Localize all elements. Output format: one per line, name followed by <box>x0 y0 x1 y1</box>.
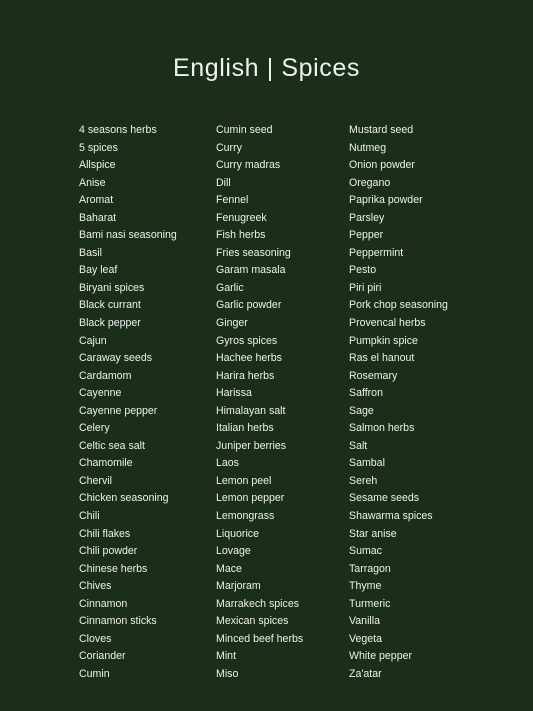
spice-item: Peppermint <box>349 246 404 259</box>
spice-item: Black pepper <box>79 317 141 330</box>
spice-item: Fenugreek <box>216 211 267 224</box>
spice-item: Coriander <box>79 650 126 663</box>
spice-item: Onion powder <box>349 159 415 172</box>
spice-item: Sumac <box>349 545 382 558</box>
spice-item: Pumpkin spice <box>349 334 418 347</box>
spice-item: Za'atar <box>349 667 382 680</box>
spice-item: Vegeta <box>349 632 382 645</box>
spice-item: Curry madras <box>216 159 281 172</box>
spice-item: Oregano <box>349 176 391 189</box>
spice-item: Piri piri <box>349 281 382 294</box>
spice-column-3 <box>349 122 448 684</box>
spice-item: Sereh <box>349 474 378 487</box>
spice-item: Biryani spices <box>79 281 145 294</box>
spice-item: Lemon peel <box>216 474 272 487</box>
spice-column-2 <box>216 122 303 684</box>
spice-item: Sage <box>349 404 374 417</box>
spice-item: Curry <box>216 141 242 154</box>
page-title: English | Spices <box>172 54 361 82</box>
spice-item: Pepper <box>349 229 384 242</box>
spice-item: Parsley <box>349 211 385 224</box>
spice-item: Sambal <box>349 457 385 470</box>
spice-item: Thyme <box>349 580 382 593</box>
spice-item: Hachee herbs <box>216 352 282 365</box>
spice-item: Rosemary <box>349 369 398 382</box>
spice-item: Marrakech spices <box>216 597 300 610</box>
spice-item: Cajun <box>79 334 107 347</box>
spice-item: Harissa <box>216 387 252 400</box>
spice-item: Mace <box>216 562 242 575</box>
spice-item: Pork chop seasoning <box>349 299 448 312</box>
spice-item: Caraway seeds <box>79 352 153 365</box>
spice-item: Juniper berries <box>216 439 287 452</box>
spice-item: Mexican spices <box>216 615 289 628</box>
spice-item: Cayenne pepper <box>79 404 158 417</box>
spice-item: Pesto <box>349 264 377 277</box>
spice-item: Marjoram <box>216 580 261 593</box>
spice-item: Harira herbs <box>216 369 275 382</box>
spice-item: Chervil <box>79 474 112 487</box>
spice-item: Cardamom <box>79 369 132 382</box>
spice-item: Bami nasi seasoning <box>79 229 177 242</box>
spice-item: Lemongrass <box>216 510 275 523</box>
spice-item: Salmon herbs <box>349 422 415 435</box>
spice-item: Salt <box>349 439 368 452</box>
spice-item: Black currant <box>79 299 141 312</box>
spice-item: Miso <box>216 667 239 680</box>
spice-item: Laos <box>216 457 239 470</box>
spice-item: Mint <box>216 650 237 663</box>
spice-item: Basil <box>79 246 102 259</box>
spice-item: Paprika powder <box>349 194 423 207</box>
spice-column-1 <box>79 122 177 684</box>
spice-item: Lemon pepper <box>216 492 285 505</box>
spice-item: Garlic powder <box>216 299 282 312</box>
spice-item: Anise <box>79 176 106 189</box>
spice-item: Chives <box>79 580 112 593</box>
spice-item: Tarragon <box>349 562 391 575</box>
spice-item: Chicken seasoning <box>79 492 169 505</box>
spice-item: Cumin seed <box>216 124 273 136</box>
spice-item: Chili powder <box>79 545 138 558</box>
spice-item: White pepper <box>349 650 413 663</box>
spice-item: Turmeric <box>349 597 391 610</box>
spice-item: Sesame seeds <box>349 492 420 505</box>
spice-item: Cloves <box>79 632 112 645</box>
spice-item: Chinese herbs <box>79 562 148 575</box>
spice-item: Italian herbs <box>216 422 274 435</box>
spice-item: Fish herbs <box>216 229 266 242</box>
spice-item: Chamomile <box>79 457 133 470</box>
spice-item: Cayenne <box>79 387 122 400</box>
spice-item: Ginger <box>216 317 248 330</box>
spice-item: Lovage <box>216 545 251 558</box>
spice-item: Minced beef herbs <box>216 632 304 645</box>
spice-item: Ras el hanout <box>349 352 415 365</box>
spice-item: Garam masala <box>216 264 286 277</box>
spice-item: Bay leaf <box>79 264 118 277</box>
spice-item: Himalayan salt <box>216 404 286 417</box>
spice-item: Star anise <box>349 527 397 540</box>
spice-item: Mustard seed <box>349 124 414 136</box>
spice-item: Fries seasoning <box>216 246 291 259</box>
spice-item: Aromat <box>79 194 114 207</box>
spice-item: Provencal herbs <box>349 317 426 330</box>
spice-item: Baharat <box>79 211 117 224</box>
spice-item: Dill <box>216 176 231 189</box>
spice-item: Liquorice <box>216 527 259 540</box>
spice-item: Vanilla <box>349 615 381 628</box>
spice-item: 5 spices <box>79 141 118 154</box>
spice-item: Celtic sea salt <box>79 439 145 452</box>
spice-item: Gyros spices <box>216 334 278 347</box>
spice-item: Nutmeg <box>349 141 387 154</box>
spice-item: Fennel <box>216 194 249 207</box>
spice-item: Shawarma spices <box>349 510 433 523</box>
spice-item: Cinnamon sticks <box>79 615 157 628</box>
spice-item: Chili <box>79 510 100 523</box>
spice-item: Garlic <box>216 281 244 294</box>
spice-item: 4 seasons herbs <box>79 124 157 136</box>
spice-item: Celery <box>79 422 110 435</box>
spice-item: Allspice <box>79 159 116 172</box>
spice-item: Chili flakes <box>79 527 131 540</box>
spice-item: Saffron <box>349 387 383 400</box>
spice-item: Cumin <box>79 667 110 680</box>
spice-item: Cinnamon <box>79 597 128 610</box>
